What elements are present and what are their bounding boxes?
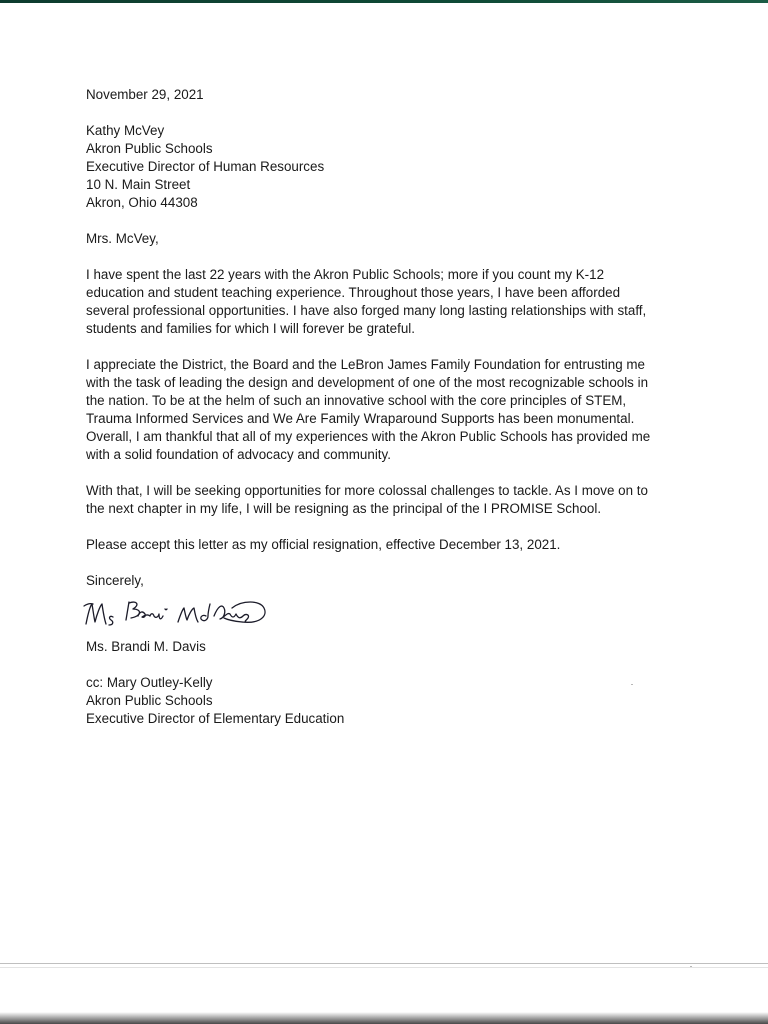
paragraph-line: Please accept this letter as my official resignation, effective December 13, 2021. [86,537,561,552]
recipient-name: Kathy McVey [86,123,165,138]
handwritten-signature [82,594,272,634]
date-text: November 29, 2021 [86,87,204,102]
paragraph-line: students and families for which I will forever be grateful. [86,321,415,336]
sender-name-text: Ms. Brandi M. Davis [86,639,206,654]
paragraph-line: the nation. To be at the helm of such an innovative school with the core principles of STEM, [86,393,627,408]
scan-bottom-edge-faint [0,967,768,968]
paragraph-line: the next chapter in my life, I will be resigning as the principal of the I PROMISE School. [86,501,602,516]
paragraph-line: several professional opportunities. I have also forged many long lasting relationships with staff, [86,303,647,318]
scan-speck [631,684,633,685]
recipient-city: Akron, Ohio 44308 [86,195,198,210]
recipient-address [86,122,696,212]
resignation-letter [86,86,696,728]
cc-title: Executive Director of Elementary Education [86,711,345,726]
body-paragraph-1 [86,266,696,338]
sender-name [86,638,696,656]
closing [86,572,696,590]
cc-organization: Akron Public Schools [86,693,213,708]
scan-top-edge [0,0,768,3]
paragraph-line: With that, I will be seeking opportunities for more colossal challenges to tackle. As I move on to [86,483,648,498]
letter-date [86,86,696,104]
scan-bottom-shadow [0,1012,768,1024]
recipient-title: Executive Director of Human Resources [86,159,325,174]
salutation-text: Mrs. McVey, [86,231,159,246]
cc-block [86,674,696,728]
paragraph-line: I have spent the last 22 years with the Akron Public Schools; more if you count my K-12 [86,267,605,282]
recipient-organization: Akron Public Schools [86,141,213,156]
paragraph-line: Overall, I am thankful that all of my experiences with the Akron Public Schools has provided me [86,429,651,444]
paragraph-line: Trauma Informed Services and We Are Family Wraparound Supports has been monumental. [86,411,635,426]
recipient-street: 10 N. Main Street [86,177,191,192]
scan-bottom-edge [0,963,768,964]
paragraph-line: with a solid foundation of advocacy and community. [86,447,391,462]
paragraph-line: I appreciate the District, the Board and the LeBron James Family Foundation for entrusting me [86,357,645,372]
paragraph-line: education and student teaching experience. Throughout those years, I have been afforded [86,285,621,300]
paragraph-line: with the task of leading the design and development of one of the most recognizable schools in [86,375,649,390]
cc-line: cc: Mary Outley-Kelly [86,675,213,690]
salutation [86,230,696,248]
body-paragraph-2 [86,356,696,464]
body-paragraph-3 [86,482,696,518]
body-paragraph-4 [86,536,696,554]
closing-text: Sincerely, [86,573,144,588]
